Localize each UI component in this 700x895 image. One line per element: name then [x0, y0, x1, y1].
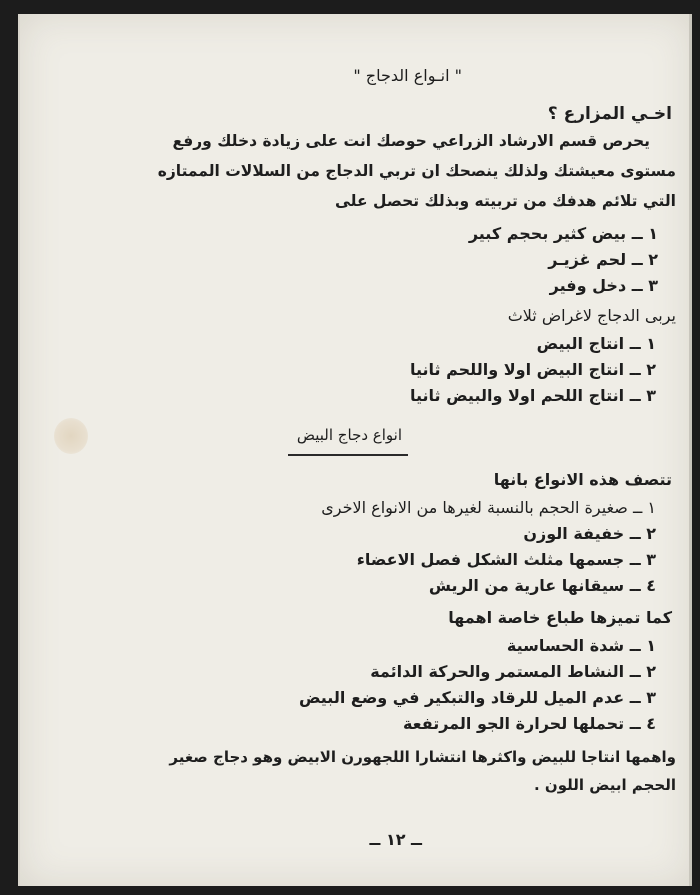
trait-item: ٤ ــ تحملها لحرارة الجو المرتفعة — [402, 714, 656, 733]
page-number: ــ ١٢ ــ — [369, 830, 422, 849]
trait-item: ٢ ــ النشاط المستمر والحركة الدائمة — [370, 662, 656, 681]
feature-item: ٣ ــ جسمها مثلث الشكل فصل الاعضاء — [356, 550, 656, 569]
greeting: اخـي المزارع ؟ — [547, 104, 672, 124]
closing-line-1: واهمها انتاجا للبيض واكثرها انتشارا اللجهورن الابيض وهو دجاج صغير — [169, 748, 676, 766]
trait-item: ٣ ــ عدم الميل للرقاد والتبكير في وضع البيض — [298, 688, 656, 707]
traits-heading: كما تميزها طباع خاصة اهمها — [448, 608, 672, 627]
document-title: " انـواع الدجاج " — [353, 66, 462, 85]
feature-item: ٢ ــ خفيفة الوزن — [523, 524, 656, 543]
section-heading: انواع دجاج البيض — [296, 426, 402, 444]
features-heading: تتصف هذه الانواع بانها — [493, 470, 672, 489]
purposes-heading: يربى الدجاج لاغراض ثلاث — [507, 306, 676, 325]
purpose-item: ١ ــ انتاج البيض — [536, 334, 656, 353]
feature-item: ١ ــ صغيرة الحجم بالنسبة لغيرها من الانواع الاخرى — [321, 498, 656, 517]
feature-item: ٤ ــ سيقانها عارية من الريش — [428, 576, 656, 595]
intro-line-3: التي تلائم هدفك من تربيته وبذلك تحصل على — [335, 192, 676, 210]
intro-line-2: مستوى معيشتك ولذلك ينصحك ان تربي الدجاج من السلالات الممتازه — [157, 162, 676, 180]
document-page — [18, 14, 692, 886]
benefit-item: ٢ ــ لحم غزيـر — [548, 250, 658, 269]
purpose-item: ٣ ــ انتاج اللحم اولا والبيض ثانيا — [409, 386, 656, 405]
closing-line-2: الحجم ابيض اللون . — [534, 776, 676, 794]
page-content-lower — [20, 14, 692, 886]
intro-line-1: يحرص قسم الارشاد الزراعي حوصك انت على زيادة دخلك ورفع — [172, 132, 650, 150]
benefit-item: ٣ ــ دخل وفير — [549, 276, 658, 295]
purpose-item: ٢ ــ انتاج البيض اولا واللحم ثانيا — [409, 360, 656, 379]
trait-item: ١ ــ شدة الحساسية — [506, 636, 656, 655]
benefit-item: ١ ــ بيض كثير بحجم كبير — [468, 224, 658, 243]
